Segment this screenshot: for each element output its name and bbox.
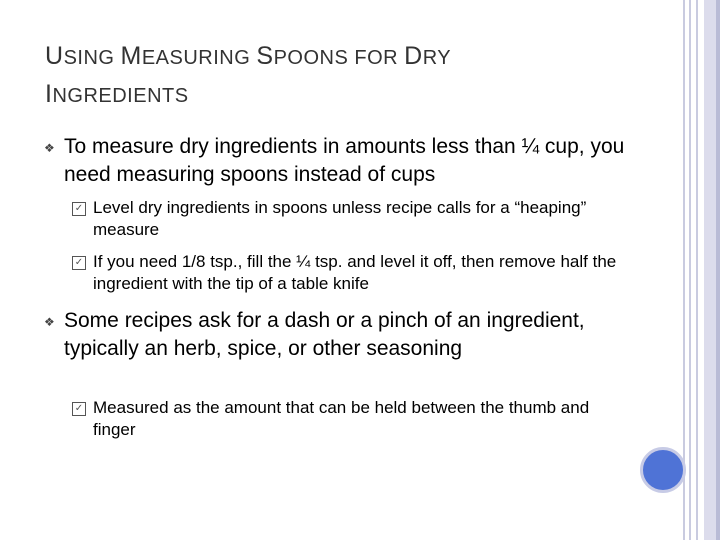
- edge-decoration: [680, 0, 720, 540]
- slide-title: [45, 38, 605, 114]
- sub-bullet-text: Level dry ingredients in spoons unless recipe calls for a “heaping” measure: [93, 198, 587, 239]
- title-part: SING: [63, 47, 121, 69]
- title-part: I: [45, 80, 53, 108]
- square-bullet-icon: ✓: [72, 402, 86, 416]
- square-bullet-icon: ✓: [72, 256, 86, 270]
- edge-line: [689, 0, 691, 540]
- title-part: NGREDIENTS: [52, 85, 189, 107]
- title-part: U: [45, 42, 64, 70]
- edge-line: [716, 0, 720, 540]
- title-part: S: [256, 42, 274, 70]
- diamond-bullet-icon: ❖: [44, 315, 55, 329]
- title-part: D: [404, 42, 423, 70]
- sub-bullet-text: If you need 1/8 tsp., fill the ¼ tsp. and level it off, then remove half the ingredient with the tip of a table knife: [93, 252, 617, 293]
- square-bullet-icon: ✓: [72, 202, 86, 216]
- title-part: POONS FOR: [273, 47, 405, 69]
- bullet-text: To measure dry ingredients in amounts less than ¼ cup, you need measuring spoons instead of cups: [64, 135, 625, 186]
- title-part: M: [120, 42, 142, 70]
- edge-line: [696, 0, 698, 540]
- title-part: EASURING: [141, 47, 257, 69]
- bullet-text: Some recipes ask for a dash or a pinch of an ingredient, typically an herb, spice, or other seasoning: [64, 309, 585, 360]
- title-part: RY: [422, 47, 452, 69]
- diamond-bullet-icon: ❖: [44, 141, 55, 155]
- sub-bullet-text: Measured as the amount that can be held between the thumb and finger: [93, 398, 590, 439]
- decorative-circle: [640, 447, 686, 493]
